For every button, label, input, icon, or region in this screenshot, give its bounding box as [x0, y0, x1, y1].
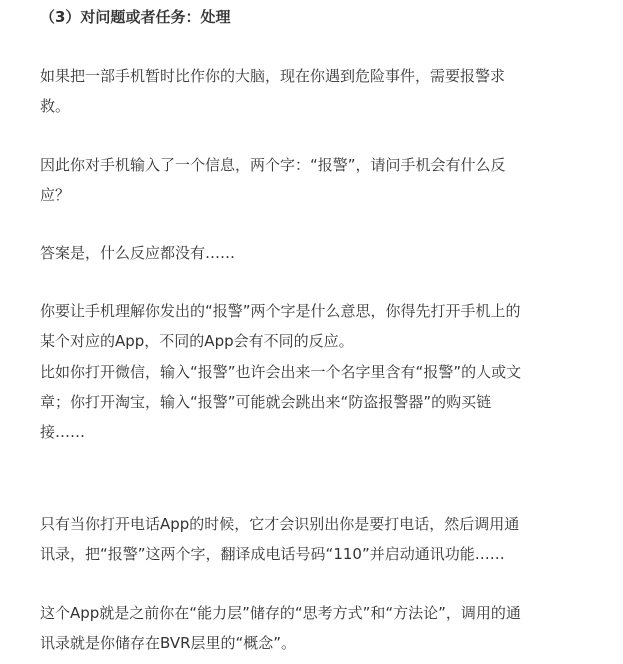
paragraph-4: [40, 296, 600, 356]
paragraph-line: 某个对应的App，不同的App会有不同的反应。: [40, 332, 354, 350]
paragraph-line: 章；你打开淘宝，输入“报警”可能就会跳出来“防盗报警器”的购买链: [40, 393, 492, 411]
paragraph-3: [40, 238, 600, 268]
section-heading: （3）对问题或者任务：处理: [40, 8, 231, 26]
paragraph-5: [40, 357, 600, 447]
paragraph-line: 比如你打开微信，输入“报警”也许会出来一个名字里含有“报警”的人或文: [40, 363, 522, 381]
paragraph-7: [40, 598, 600, 658]
paragraph-2: [40, 150, 600, 210]
paragraph-1: [40, 61, 600, 121]
paragraph-line: 讯录就是你储存在BVR层里的“概念”。: [40, 634, 297, 652]
paragraph-line: 答案是，什么反应都没有……: [40, 244, 236, 262]
paragraph-line: 救。: [40, 97, 71, 115]
paragraph-6: [40, 509, 600, 569]
paragraph-line: 这个App就是之前你在“能力层”储存的“思考方式”和“方法论”，调用的通: [40, 604, 521, 622]
paragraph-line: 你要让手机理解你发出的“报警”两个字是什么意思，你得先打开手机上的: [40, 302, 521, 320]
paragraph-line: 讯录，把“报警”这两个字，翻译成电话号码“110”并启动通讯功能……: [40, 545, 505, 563]
paragraph-line: 只有当你打开电话App的时候，它才会识别出你是要打电话，然后调用通: [40, 515, 520, 533]
paragraph-line: 接……: [40, 423, 86, 441]
paragraph-line: 如果把一部手机暂时比作你的大脑，现在你遇到危险事件，需要报警求: [40, 67, 506, 85]
paragraph-line: 应？: [40, 186, 71, 204]
paragraph-line: 因此你对手机输入了一个信息，两个字：“报警”，请问手机会有什么反: [40, 156, 506, 174]
